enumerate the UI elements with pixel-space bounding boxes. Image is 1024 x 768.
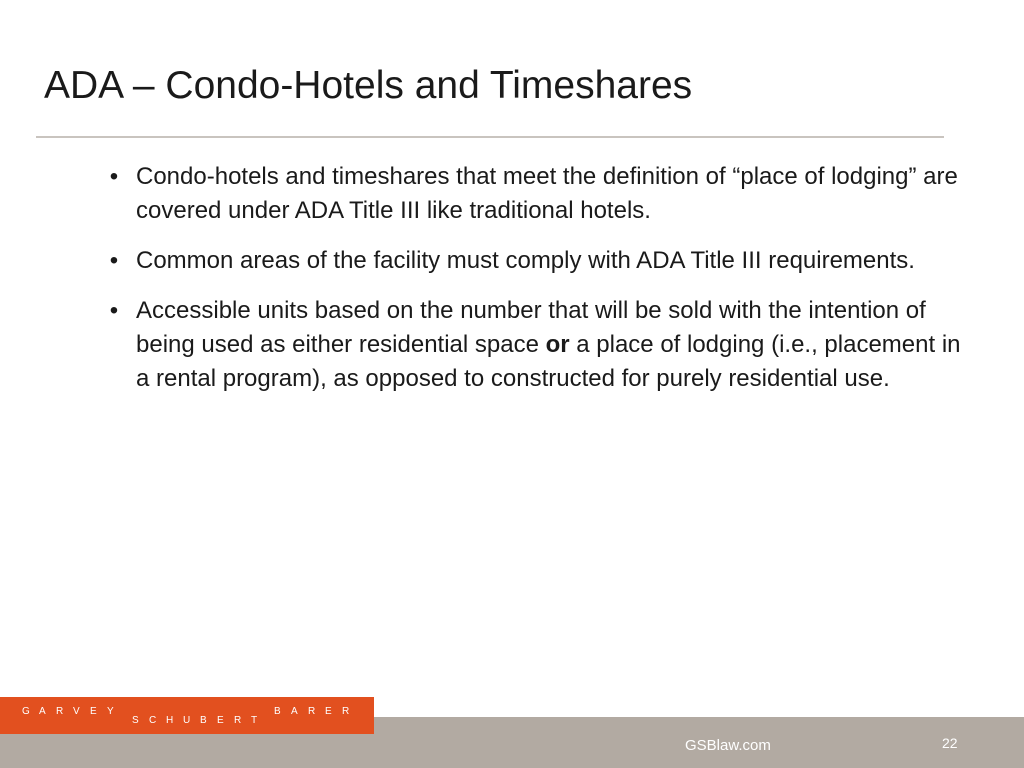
- slide-title: ADA – Condo-Hotels and Timeshares: [44, 64, 693, 107]
- firm-logo: [0, 697, 374, 734]
- logo-word-barer: B A R E R: [274, 706, 350, 717]
- bullet-item: [104, 294, 974, 396]
- bullet-icon: •: [109, 163, 119, 190]
- logo-word-garvey: G A R V E Y: [22, 706, 114, 717]
- bullet-item: [104, 160, 974, 228]
- bullet-list: [104, 160, 974, 412]
- bullet-icon: •: [109, 297, 119, 324]
- page-number: 22: [942, 735, 958, 751]
- bullet-text: Condo-hotels and timeshares that meet the definition of “place of lodging” are covered under ADA Title III like traditional hotels.: [136, 163, 958, 224]
- bullet-text: Common areas of the facility must comply with ADA Title III requirements.: [136, 247, 915, 274]
- footer-website[interactable]: GSBlaw.com: [685, 737, 771, 754]
- logo-word-schubert: S C H U B E R T: [132, 715, 258, 726]
- bullet-item: [104, 244, 974, 278]
- bullet-text-end: a place of lodging (i.e., placement in a rental program), as opposed to constructed for purely residential use.: [136, 331, 961, 392]
- bullet-text-start: Accessible units based on the number that will be sold with the intention of being used as either residential space: [136, 297, 926, 358]
- bullet-text-bold: or: [545, 331, 570, 358]
- title-divider: [36, 136, 944, 138]
- bullet-icon: •: [109, 247, 119, 274]
